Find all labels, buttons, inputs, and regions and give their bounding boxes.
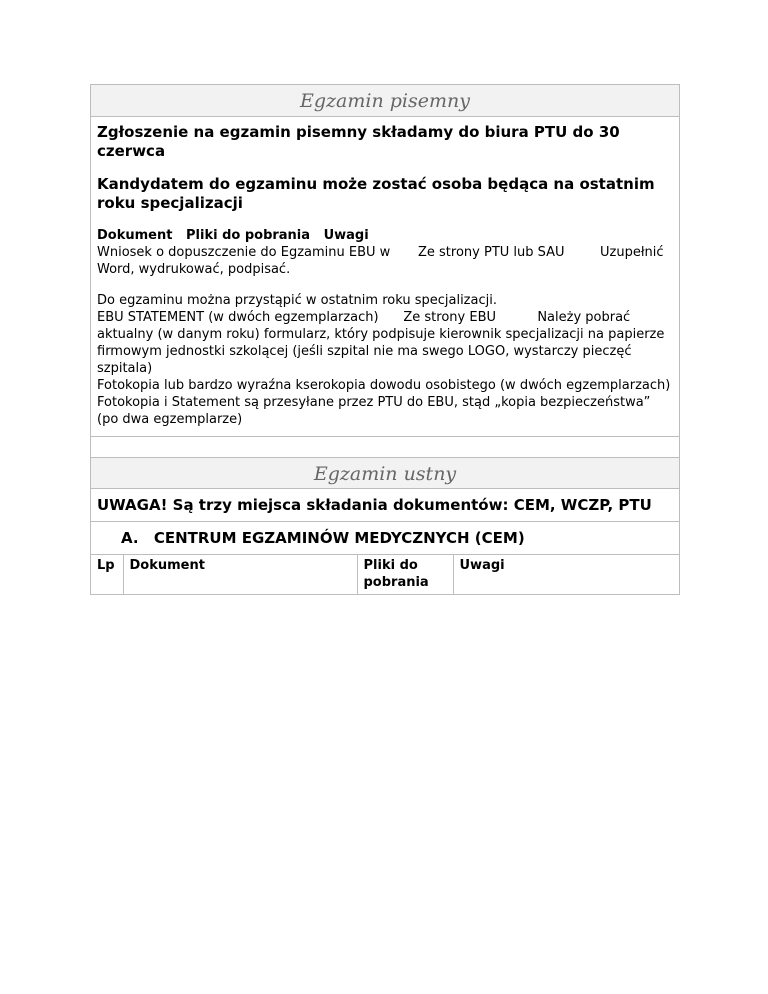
section-letter: A.: [121, 529, 139, 547]
written-exam-title: Egzamin pisemny: [300, 90, 470, 112]
documents-header: [97, 227, 673, 244]
note-line: Fotokopia lub bardzo wyraźna kserokopia dowodu osobistego (w dwóch egzemplarzach) Fotokopia i Statement są przesyłane przez PTU do EBU, stąd „kopia bezpieczeństwa” (po dwa egzemplarze): [97, 378, 745, 427]
document-table: [90, 84, 745, 595]
oral-exam-title: Egzamin ustny: [313, 463, 457, 485]
oral-exam-header: [91, 457, 679, 489]
deadline-text: Zgłoszenie na egzamin pisemny składamy do biura PTU do 30 czerwca: [97, 123, 620, 160]
col-notes: Uwagi: [459, 558, 505, 573]
cem-section-heading: [91, 522, 679, 555]
section-title: CENTRUM EGZAMINÓW MEDYCZNYCH (CEM): [153, 529, 525, 547]
warning-row: UWAGA! Są trzy miejsca składania dokumentów: CEM, WCZP, PTU: [91, 489, 679, 522]
notes-block: [97, 292, 745, 428]
col-files: Pliki do pobrania: [357, 555, 453, 594]
col-document: Dokument: [123, 555, 357, 594]
table-header-row: [91, 555, 679, 594]
written-exam-body: [91, 117, 745, 437]
written-exam-header: [91, 85, 679, 117]
note-line: EBU STATEMENT (w dwóch egzemplarzach) Ze strony EBU Należy pobrać aktualny (w danym roku) formularz, który podpisuje kierownik specjalizacji na papierze firmowym jednostki szkolącej (jeśli szpital nie ma swego LOGO, wystarczy pieczęć szpitala): [97, 310, 669, 376]
document-row: [97, 244, 673, 280]
header-files: Pliki do pobrania: [186, 228, 311, 243]
note-line: Do egzaminu można przystąpić w ostatnim roku specjalizacji.: [97, 293, 497, 308]
header-document: Dokument: [97, 228, 173, 243]
document-files: Ze strony PTU lub SAU: [418, 245, 565, 260]
col-lp: Lp: [91, 555, 123, 594]
document-name: Wniosek o dopuszczenie do Egzaminu EBU w Word, wydrukować, podpisać.: [97, 245, 391, 277]
cem-table: [91, 555, 679, 594]
document-notes: Uzupełnić: [600, 245, 664, 260]
cem-table-row: [91, 555, 679, 594]
eligibility-text: Kandydatem do egzaminu może zostać osoba będąca na ostatnim roku specjalizacji: [97, 175, 655, 212]
header-notes: Uwagi: [323, 228, 369, 243]
